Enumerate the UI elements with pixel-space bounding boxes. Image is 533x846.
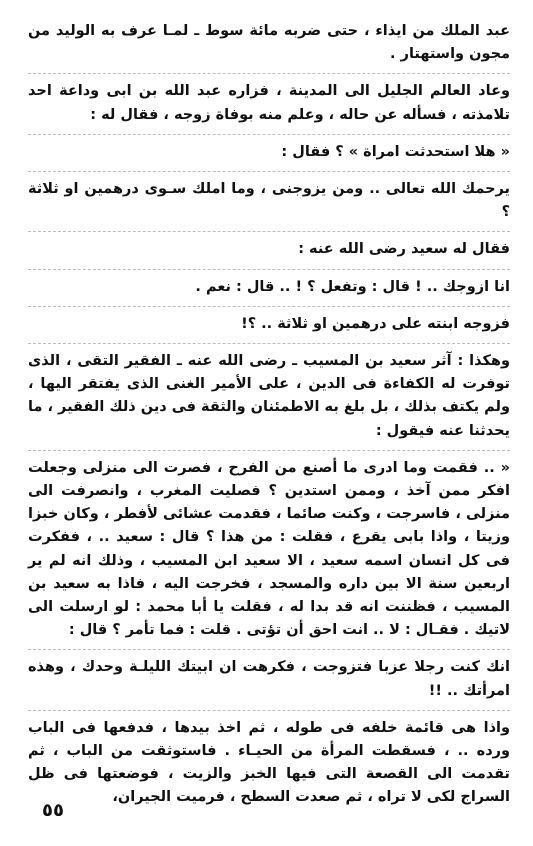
divider [28,231,510,232]
page-number: ٥٥ [42,800,64,821]
paragraph-7: فزوجه ابنته على درهمين او ثلاثة .. ؟! [241,315,510,332]
divider [28,649,510,650]
divider [28,306,510,307]
divider [28,171,510,172]
paragraph-10: انك كنت رجلا عزبا فتزوجت ، فكرهت ان ابيتك الليلـة وحدك ، وهذه امرأتك .. !! [28,659,510,699]
paragraph-11: واذا هى قائمة خلفه فى طوله ، ثم اخذ بيدها ، فدفعها فى الباب ورده .. ، فسقطت المرأة من الحيـاء . فاستوثقت من الباب ، ثم تقدمت الى القصعة التى فيها الخبز والزيت ، فوضعتها فى ظل السراج لكى لا تراه ، ثم صعدت السطح ، فرميت الجيران، [28,719,510,806]
divider [28,134,510,135]
divider [28,269,510,270]
paragraph-3: « هلا استحدثت امراة » ؟ فقال : [281,143,510,160]
paragraph-8: وهكذا : آثر سعيد بن المسيب ـ رضى الله عنه ـ الفقير التقى ، الذى توفرت له الكفاءة فى الدين ، على الأمير الغنى الذى يفتقر اليها ، ولم يكتف بذلك ، بل بلغ به الاطمئنان والثقة فى دين ذلك الفقير ، ما يحدثنا عنه فيقول : [28,353,510,439]
paragraph-2: وعاد العالم الجليل الى المدينة ، فزاره عبد الله بن ابى وداعة احد تلامذته ، فسأله عن حاله ، وعلم منه بوفاة زوجه ، فقال له : [28,83,510,123]
page-body [28,20,510,810]
paragraph-9: « .. فقمت وما ادرى ما أصنع من الفرح ، فصرت الى منزلى وجعلت افكر ممن آخذ ، وممن استدين ؟ فصليت المغرب ، وانصرفت الى منزلى ، فاسرجت ، وكنت صائما ، فقدمت عشائى لأفطر ، وكان خبزا وزيتا ، واذا بابى يقرع ، فقلت : من هذا ؟ قال : سعيد .. ، ففكرت فى كل انسان اسمه سعيد ، الا سعيد ابن المسيب ، وذلك انه لم ير اربعين سنة الا بين داره والمسجد ، فخرجت اليه ، فاذا به سعيد بن المسيب ، فظننت انه قد بدا له ، فقلت يا أبا محمد : لو ارسلت الى لاتيك . فقـال : لا .. انت احق أن تؤتى . قلت : فما تأمر ؟ قال : [28,459,510,639]
divider [28,450,510,451]
paragraph-1: عبد الملك من ايذاء ، حتى ضربه مائة سوط ـ لمـا عرف به الوليد من مجون واستهتار . [28,23,510,63]
paragraph-5: فقال له سعيد رضى الله عنه : [298,241,510,258]
paragraph-4: يرحمك الله تعالى .. ومن يزوجنى ، وما املك سـوى درهمين او ثلاثة ؟ [28,181,510,221]
divider [28,343,510,344]
divider [28,73,510,74]
divider [28,710,510,711]
paragraph-6: انا ازوجك .. ! قال : وتفعل ؟ ! .. قال : نعم . [195,278,510,295]
